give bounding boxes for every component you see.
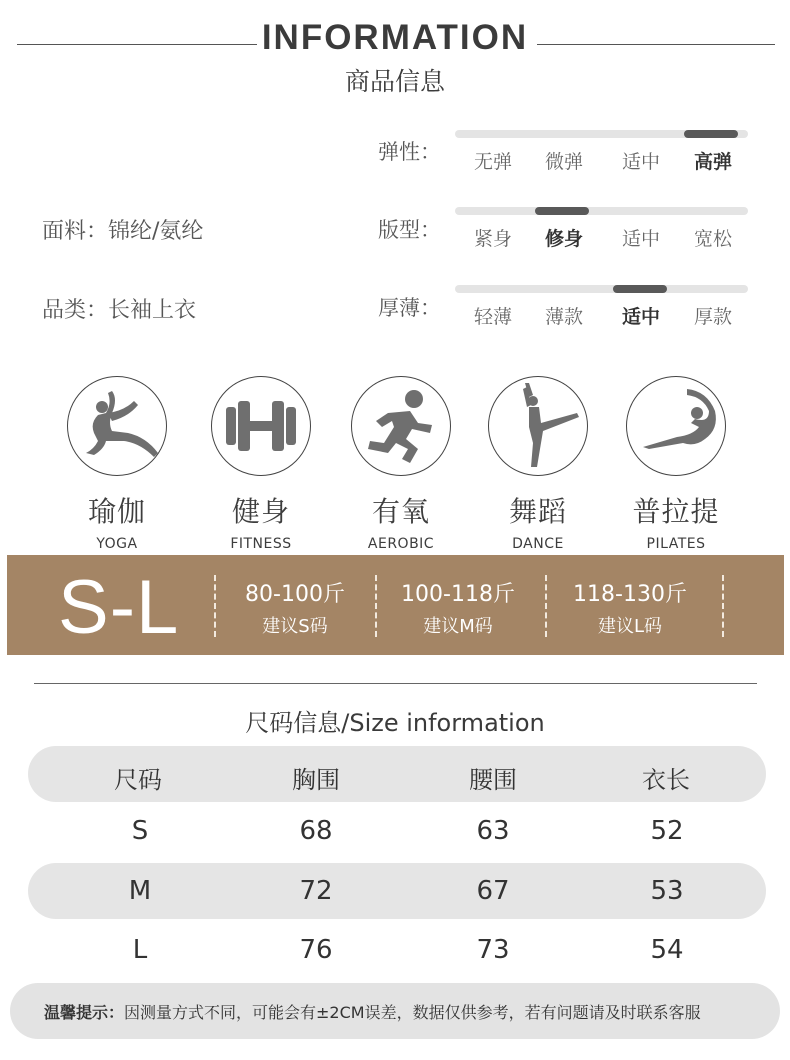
elasticity-option: 微弹 bbox=[544, 151, 583, 173]
table-cell: 72 bbox=[299, 876, 333, 906]
fit-option: 适中 bbox=[621, 228, 660, 250]
elasticity-option-selected: 高弹 bbox=[693, 151, 732, 173]
fit-option-selected: 修身 bbox=[544, 228, 583, 250]
table-cell: 76 bbox=[299, 935, 333, 965]
table-cell: 54 bbox=[650, 935, 684, 965]
sport-label-cn: 瑜伽 bbox=[87, 495, 146, 528]
band-divider bbox=[545, 575, 547, 637]
sport-aerobic bbox=[351, 376, 451, 552]
runner-icon bbox=[351, 376, 451, 476]
table-cell: M bbox=[128, 876, 152, 906]
sport-label-cn: 有氧 bbox=[371, 495, 430, 528]
band-divider bbox=[375, 575, 377, 637]
fabric-value: 锦纶/氨纶 bbox=[108, 219, 204, 244]
thickness-option: 轻薄 bbox=[473, 306, 512, 328]
size-recommendation bbox=[215, 577, 375, 638]
thickness-option-selected: 适中 bbox=[621, 306, 660, 328]
elasticity-indicator bbox=[684, 130, 738, 138]
table-cell: 73 bbox=[476, 935, 510, 965]
suggested-size: 建议S码 bbox=[262, 616, 328, 637]
category-label: 品类： bbox=[42, 298, 109, 323]
tip-content: 因测量方式不同，可能会有±2CM误差，数据仅供参考，若有问题请及时联系客服 bbox=[124, 1003, 701, 1022]
table-cell: 68 bbox=[299, 816, 333, 846]
sport-label-cn: 健身 bbox=[231, 495, 290, 528]
fit-label: 版型： bbox=[378, 218, 441, 242]
sport-label-cn: 舞蹈 bbox=[508, 495, 567, 528]
fabric-label: 面料： bbox=[42, 219, 109, 244]
weight-range: 80-100斤 bbox=[245, 582, 345, 607]
sport-dance bbox=[488, 376, 588, 552]
weight-range: 100-118斤 bbox=[401, 582, 515, 607]
fit-indicator bbox=[535, 207, 589, 215]
page-title-cn: 商品信息 bbox=[344, 67, 445, 96]
size-recommendation bbox=[550, 577, 710, 638]
table-cell: 63 bbox=[476, 816, 510, 846]
size-recommendation bbox=[378, 577, 538, 638]
column-header: 腰围 bbox=[469, 766, 517, 794]
sport-label-en: DANCE bbox=[512, 536, 564, 552]
table-cell: 53 bbox=[650, 876, 684, 906]
size-table-title: 尺码信息/Size information bbox=[245, 709, 545, 737]
column-header: 尺码 bbox=[114, 766, 162, 794]
suggested-size: 建议L码 bbox=[597, 616, 663, 637]
fit-option: 紧身 bbox=[473, 228, 512, 250]
tip-label: 温馨提示： bbox=[44, 1003, 125, 1022]
sport-label-en: YOGA bbox=[96, 536, 138, 552]
sport-label-en: FITNESS bbox=[230, 536, 292, 552]
dancer-icon bbox=[488, 376, 588, 476]
dumbbell-icon bbox=[211, 376, 311, 476]
suggested-size: 建议M码 bbox=[423, 616, 493, 637]
sport-pilates bbox=[626, 376, 726, 552]
column-header: 衣长 bbox=[642, 766, 690, 794]
category-value: 长袖上衣 bbox=[108, 298, 197, 323]
column-header: 胸围 bbox=[292, 766, 340, 794]
size-section-rule bbox=[34, 683, 757, 684]
pilates-icon bbox=[626, 376, 726, 476]
fabric-info bbox=[42, 214, 203, 245]
weight-range: 118-130斤 bbox=[573, 582, 687, 607]
fit-option: 宽松 bbox=[693, 228, 732, 250]
fit-scale bbox=[455, 207, 748, 215]
thickness-indicator bbox=[613, 285, 667, 293]
elasticity-option: 无弹 bbox=[473, 151, 512, 173]
thickness-scale bbox=[455, 285, 748, 293]
table-cell: 67 bbox=[476, 876, 510, 906]
elasticity-option: 适中 bbox=[621, 151, 660, 173]
elasticity-label: 弹性： bbox=[378, 140, 441, 164]
sport-label-cn: 普拉提 bbox=[632, 495, 720, 528]
yoga-icon bbox=[67, 376, 167, 476]
thickness-option: 薄款 bbox=[544, 306, 583, 328]
table-cell: L bbox=[132, 935, 148, 965]
page-title-en: INFORMATION bbox=[261, 18, 529, 57]
thickness-option: 厚款 bbox=[693, 306, 732, 328]
sport-yoga bbox=[67, 376, 167, 552]
table-cell: S bbox=[131, 816, 149, 846]
band-divider bbox=[722, 575, 724, 637]
elasticity-scale bbox=[455, 130, 748, 138]
tip-text bbox=[44, 1000, 701, 1023]
size-range: S-L bbox=[58, 565, 180, 650]
table-cell: 52 bbox=[650, 816, 684, 846]
thickness-label: 厚薄： bbox=[378, 296, 441, 320]
sport-label-en: PILATES bbox=[646, 536, 706, 552]
category-info bbox=[42, 293, 196, 324]
sport-fitness bbox=[211, 376, 311, 552]
sport-label-en: AEROBIC bbox=[367, 536, 435, 552]
